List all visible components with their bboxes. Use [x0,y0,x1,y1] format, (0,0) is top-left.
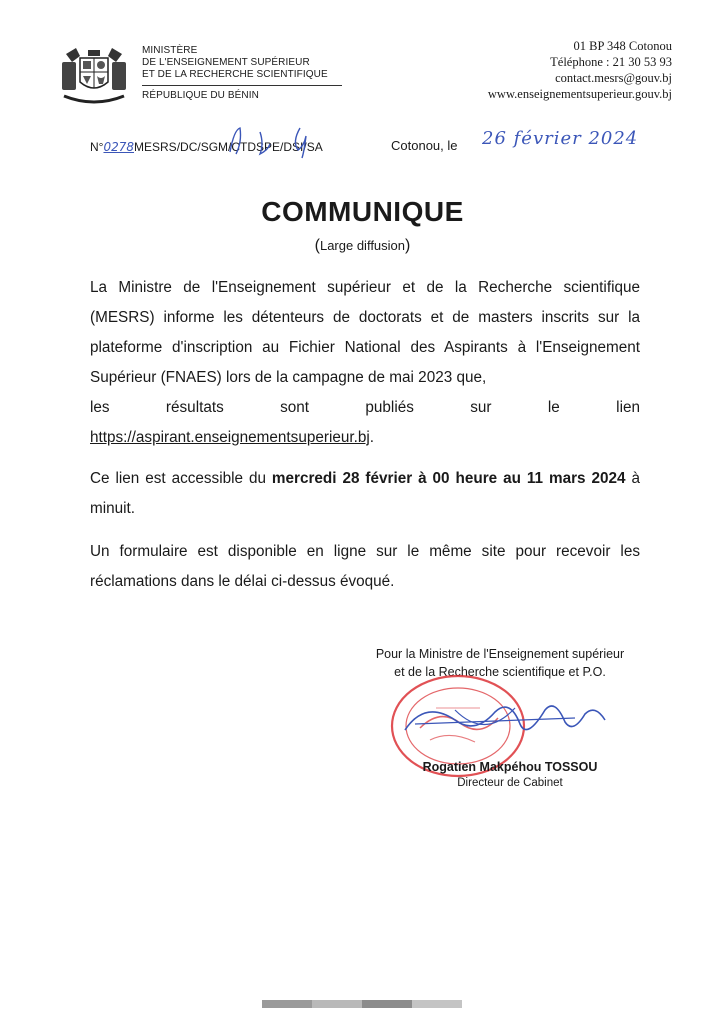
document-subtitle: (Large diffusion) [314,237,411,254]
date-place: Cotonou, le [391,138,458,153]
phone: Téléphone : 21 30 53 93 [550,55,672,69]
paragraph-line: La Ministre de l'Enseignement supérieur et de la Recherche scientifique [90,279,640,296]
p2-bold-dates: mercredi 28 février à 00 heure au 11 mars 2024 [271,470,626,487]
link-suffix: . [369,429,375,446]
signatory-title: Directeur de Cabinet [457,777,563,789]
reference-prefix: N° [90,140,104,154]
email: contact.mesrs@gouv.bj [555,71,672,85]
handwritten-signature [395,690,615,750]
contact-block [412,38,672,102]
coat-of-arms-icon [58,44,130,108]
footer-bar-segment [312,1000,362,1008]
ministry-line: DE L'ENSEIGNEMENT SUPÉRIEUR [142,57,310,68]
p2-text: Ce lien est accessible du [90,470,272,487]
subtitle-text: Large diffusion [319,238,406,253]
website: www.enseignementsuperieur.gouv.bj [487,87,672,101]
body-paragraph-3: Un formulaire est disponible en ligne sur le même site pour recevoir les réclamations dans le délai ci-dessus évoqué. [90,543,640,590]
footer-bar-segment [412,1000,462,1008]
ministry-line: MINISTÈRE [142,45,198,56]
signatory-name: Rogatien Makpéhou TOSSOU [422,760,598,774]
reference-code: MESRS/DC/SGM/CTDSPE/DSI/SA [134,140,323,154]
document-title: COMMUNIQUE [261,196,464,227]
paragraph-line: plateforme d'inscription au Fichier National des Aspirants à [90,339,527,356]
handwritten-date: 26 février 2024 [482,128,639,149]
footer-bar [262,1000,462,1008]
p2-text-end: à minuit. [90,470,640,517]
reference-handwritten-number: 0278 [103,140,135,154]
signature-for-line: Pour la Ministre de l'Enseignement supérieur [375,647,625,661]
body-paragraph-2 [90,464,640,524]
paragraph-line: les résultats sont publiés sur le lien [90,399,640,416]
footer-bar-segment [262,1000,312,1008]
handwritten-initials [220,122,330,162]
body-paragraph-1 [90,273,640,453]
footer-bar-segment [362,1000,412,1008]
ministry-line: ET DE LA RECHERCHE SCIENTIFIQUE [142,69,328,80]
header-divider [142,85,342,86]
signature-for-line: et de la Recherche scientifique et P.O. [394,665,606,679]
republic-name: RÉPUBLIQUE DU BÉNIN [142,90,259,101]
paragraph-line: (MESRS) informe les détenteurs de doctorats et de masters inscrits sur la [90,309,640,326]
results-link[interactable]: https://aspirant.enseignementsuperieur.bj [90,429,370,446]
po-box: 01 BP 348 Cotonou [573,39,672,53]
paragraph-line: l'Enseignement Supérieur (FNAES) lors de la campagne de mai 2023 que, [90,339,640,386]
ministry-block [142,45,342,102]
